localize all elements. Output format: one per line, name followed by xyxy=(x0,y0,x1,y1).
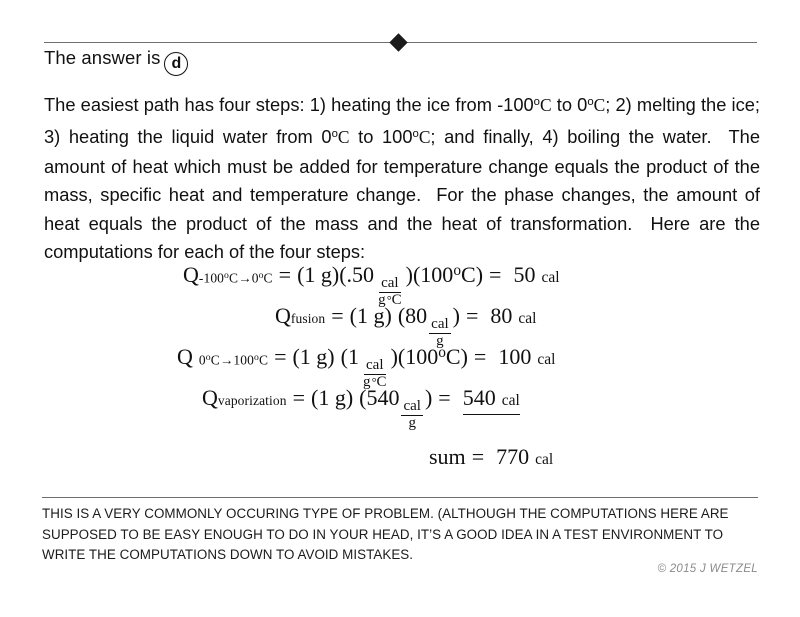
equation-factor-term: (1 xyxy=(340,344,359,369)
equation-symbol: Q xyxy=(275,303,291,328)
diamond-bullet-icon xyxy=(389,33,407,51)
equation-row xyxy=(44,385,760,431)
equation-symbol: Q xyxy=(202,385,218,410)
fraction-numerator: cal xyxy=(366,357,384,373)
equals-sign-2: = xyxy=(473,344,487,369)
fraction-numerator: cal xyxy=(381,275,399,291)
sum-equals-sign: = xyxy=(471,444,485,469)
paren-close: ) xyxy=(452,303,460,328)
explanation-paragraph: The easiest path has four steps: 1) heating the ice from -100$^o$C to 0$^o$C; 2) melting the ice; 3) heating the liquid water from 0$^o$C to 100$^o$C; and finally, 4) boiling the water. The amount of heat which must be added for temperature change equals the product of the mass, specific heat and temperature change. For the phase changes, the amount of heat equals the product of the mass and the heat of transformation. Here are the computations for each of the four steps: xyxy=(44,93,761,263)
equals-sign-2: = xyxy=(489,262,502,287)
equation-subscript: vaporization xyxy=(217,393,287,408)
equation-factor-term: (540 xyxy=(359,385,400,410)
equation-symbol: Q xyxy=(177,344,193,369)
sum-row xyxy=(44,444,760,485)
equation-delta-t: (100$^o$C) xyxy=(412,262,484,287)
equation-mass-term: (1 g) xyxy=(311,385,354,410)
answer-prefix-label: The answer is xyxy=(44,47,161,68)
equation-result-unit: cal xyxy=(518,310,537,327)
equation-subscript: $0^oC\to 100^oC$ xyxy=(198,351,269,367)
equals-sign: = xyxy=(331,303,344,328)
paren-close: ) xyxy=(390,344,398,369)
fraction-numerator: cal xyxy=(431,316,449,332)
equation-result-unit: cal xyxy=(541,269,560,286)
equation-subscript: fusion xyxy=(290,311,326,326)
equation-delta-t: (100$^o$C) xyxy=(397,344,468,369)
fraction-denominator: g xyxy=(408,414,416,431)
paren-close: ) xyxy=(424,385,433,410)
equation-factor-term: (.50 xyxy=(339,262,375,287)
equation-mass-term: (1 g) xyxy=(297,262,340,287)
equation-result-value: 50 xyxy=(513,262,536,287)
equals-sign: = xyxy=(278,262,292,287)
equals-sign: = xyxy=(292,385,305,410)
equation-mass-term: (1 g) xyxy=(349,303,392,328)
equals-sign: = xyxy=(274,344,287,369)
equation-row xyxy=(44,262,760,308)
equation-result-unit: cal xyxy=(501,392,520,409)
equation-row xyxy=(44,344,760,390)
sum-label: sum xyxy=(429,444,466,469)
sum-unit: cal xyxy=(535,451,554,468)
footer-note: THIS IS A VERY COMMONLY OCCURING TYPE OF PROBLEM. (ALTHOUGH THE COMPUTATIONS HERE ARE SUPPOSED TO BE EASY ENOUGH TO DO IN YOUR HEAD, IT’S A GOOD IDEA IN A TEST ENVIRONMENT TO WRITE THE COMPUTATIONS DOWN TO AVOID MISTAKES. xyxy=(42,506,729,562)
equation-row xyxy=(44,303,760,349)
equation-result-unit: cal xyxy=(537,351,556,368)
equation-subscript: $-100^oC\to 0^oC$ xyxy=(198,269,273,285)
fraction-denominator: g xyxy=(436,332,444,349)
fraction-unit xyxy=(429,317,450,350)
equation-result-value: 100 xyxy=(498,344,532,369)
fraction-numerator: cal xyxy=(403,398,421,414)
fraction-unit xyxy=(361,358,389,391)
fraction-denominator: g °C xyxy=(378,291,402,308)
equation-block xyxy=(44,262,760,485)
equation-mass-term: (1 g) xyxy=(292,344,335,369)
final-result-underlined xyxy=(463,385,520,415)
answer-line xyxy=(44,47,188,76)
bottom-divider xyxy=(42,497,758,498)
fraction-unit xyxy=(376,276,404,309)
fraction-denominator: g °C xyxy=(362,373,387,390)
equation-result-value: 540 xyxy=(462,385,496,410)
paren-close: ) xyxy=(405,262,413,287)
answer-choice-badge: d xyxy=(164,52,188,76)
equation-factor-term: (80 xyxy=(397,303,428,328)
equals-sign-2: = xyxy=(465,303,479,328)
equation-symbol: Q xyxy=(183,262,199,287)
copyright-notice: © 2015 J WETZEL xyxy=(657,563,758,575)
equation-result-value: 80 xyxy=(490,303,513,328)
sum-value: 770 xyxy=(496,444,530,469)
fraction-unit xyxy=(401,399,422,432)
equals-sign-2: = xyxy=(438,385,451,410)
